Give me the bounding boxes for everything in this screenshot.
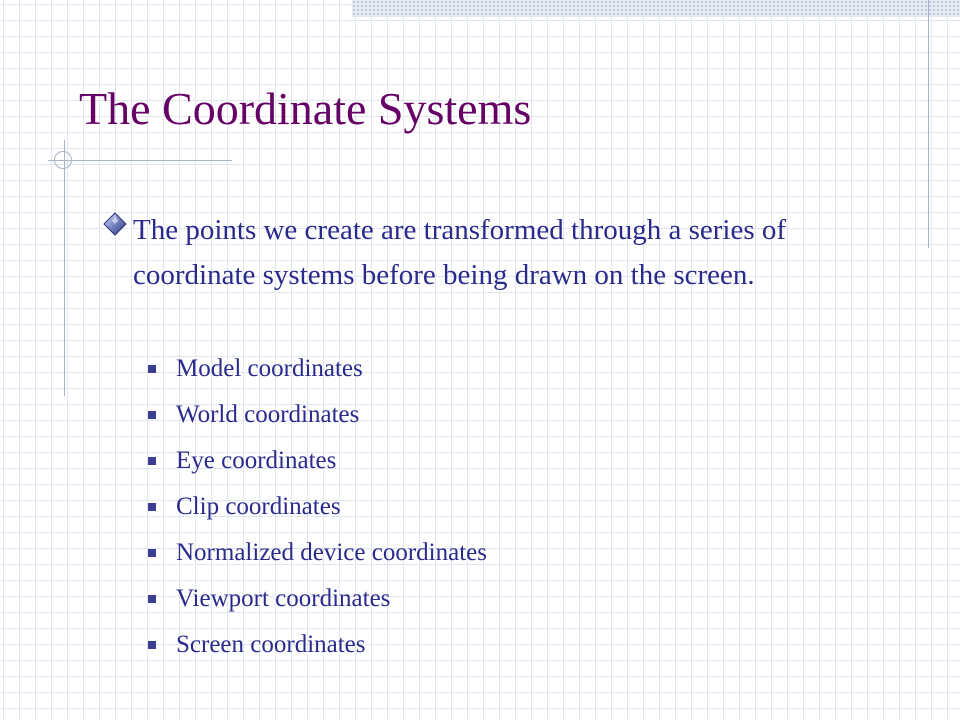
list-item-label: Viewport coordinates bbox=[176, 585, 391, 612]
square-bullet-icon bbox=[148, 549, 156, 557]
list-item-label: World coordinates bbox=[176, 401, 360, 428]
title-underline bbox=[48, 160, 232, 161]
square-bullet-icon bbox=[148, 595, 156, 603]
left-decorative-line bbox=[64, 140, 65, 396]
square-bullet-icon bbox=[148, 411, 156, 419]
top-decorative-band bbox=[352, 0, 960, 17]
square-bullet-icon bbox=[148, 365, 156, 373]
main-bullet-text: The points we create are transformed through a series of coordinate systems before being drawn on the screen. bbox=[133, 214, 787, 291]
list-item-label: Model coordinates bbox=[176, 355, 363, 382]
square-bullet-icon bbox=[148, 503, 156, 511]
slide-title: The Coordinate Systems bbox=[79, 83, 532, 134]
list-item-label: Clip coordinates bbox=[176, 493, 341, 520]
square-bullet-icon bbox=[148, 641, 156, 649]
list-item-label: Normalized device coordinates bbox=[176, 539, 487, 566]
diamond-bullet-icon bbox=[103, 212, 127, 236]
list-item-label: Screen coordinates bbox=[176, 631, 366, 658]
square-bullet-icon bbox=[148, 457, 156, 465]
corner-circle-mark bbox=[54, 151, 72, 169]
right-decorative-line bbox=[928, 0, 929, 248]
list-item-label: Eye coordinates bbox=[176, 447, 337, 474]
